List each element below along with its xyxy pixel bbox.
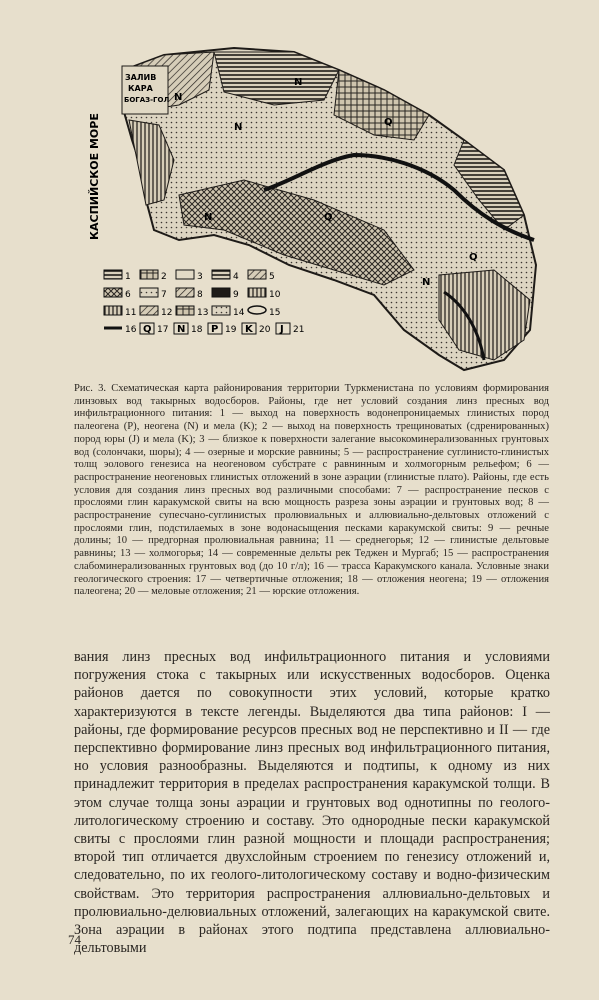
legend-letter: K bbox=[245, 324, 253, 335]
gulf-label-3: БОГАЗ-ГОЛ bbox=[124, 96, 170, 104]
legend-number: 8 bbox=[197, 290, 203, 300]
legend-number: 6 bbox=[125, 290, 131, 300]
legend-number: 3 bbox=[197, 272, 203, 282]
legend-number: 2 bbox=[161, 272, 167, 282]
body-paragraph: вания линз пресных вод инфильтрационного питания и условиями погружения стока с такырных или искусственных водосборов. Оценка районов дается по совокупности этих условий, которые кратко характеризуются в тексте легенды. Выделяются два типа районов: I — районы, где формирование ресурсов пресных вод не перспективно и II — где перспективно формирование линз пресных вод инфильтрационного питания, но условия разнообразны. Выделяются и подтипы, к одному из них принадлежит территория в пределах распространения каракумской толщи. В этом случае толща зоны аэрации и грунтовых вод однотипны по геолого-литологическому строению и составу. Это однородные пески каракумской свиты с прослоями глин разной мощности и площади распространения; второй тип отличается двухслойным строением по генезису отложений и, следовательно, по их геолого-литологическому составу и водно-физическим свойствам. Это территория распространения аллювиально-дельтовых и пролювиально-делювиальных отложений, залегающих на каракумской свите. Зона аэрации в районах этого подтипа представлена аллювиально-дельтовыми bbox=[74, 649, 550, 957]
legend-number: 7 bbox=[161, 290, 167, 300]
legend-letter: Q bbox=[143, 324, 152, 335]
map-letter: N bbox=[422, 277, 431, 288]
legend-letter: N bbox=[177, 324, 186, 335]
map-legend bbox=[104, 270, 304, 335]
legend-number: 4 bbox=[233, 272, 239, 282]
gulf-label-1: ЗАЛИВ bbox=[125, 73, 157, 82]
legend-number: 20 bbox=[259, 325, 271, 335]
turkmenistan-map-figure bbox=[84, 30, 544, 375]
legend-number: 16 bbox=[125, 325, 137, 335]
map-letter: N bbox=[294, 77, 303, 88]
gulf-label-2: КАРА bbox=[128, 84, 153, 93]
legend-number: 13 bbox=[197, 308, 209, 318]
legend-number: 12 bbox=[161, 308, 173, 318]
legend-number: 15 bbox=[269, 308, 281, 318]
map-letter: Q bbox=[469, 252, 478, 263]
legend-letter: J bbox=[280, 324, 284, 335]
page-number: 74 bbox=[68, 932, 81, 947]
map-letter: N bbox=[204, 212, 213, 223]
legend-number: 18 bbox=[191, 325, 203, 335]
legend-letter: P bbox=[211, 324, 219, 335]
legend-number: 17 bbox=[157, 325, 169, 335]
legend-number: 21 bbox=[293, 325, 305, 335]
sea-label: КАСПИЙСКОЕ МОРЕ bbox=[88, 113, 101, 240]
map-letter: Q bbox=[324, 212, 333, 223]
map-letter: N bbox=[174, 92, 183, 103]
legend-number: 1 bbox=[125, 272, 131, 282]
map-svg bbox=[84, 30, 544, 375]
figure-caption: Рис. 3. Схематическая карта районирования территории Туркменистана по условиям формирования линзовых вод такырных водосборов. Районы, где нет условий создания линз пресных вод инфильтрационного питания: 1 — выход на поверхность водонепроницаемых глинистых пород палеогена (P), неогена (N) и мела (K); 2 — выход на поверхность трещиноватых (сдренированных) пород юры (J) и мела (K); 3 — близкое к поверхности залегание высокоминерализованных грунтовых вод (солончаки, шоры); 4 — озерные и морские равнины; 5 — распространение суглинисто-глинистых толщ эолового генезиса на неогеновом субстрате с равнинным и холмогорным рельефом; 6 — распространение неогеновых глинистых отложений в зоне аэрации (глинистые плато). Районы, где есть условия для создания линз пресных вод различными способами: 7 — распространение песков с прослоями глин каракумской свиты на всю мощность разреза зоны аэрации и грунтовых вод; 8 — распространение супесчано-суглинистых пролювиальных и аллювиально-дельтовых отложений с прослоями глин, подстилаемых в зоне водонасыщения песками каракумской свиты: 9 — речные долины; 10 — предгорная пролювиальная равнина; 11 — среднегорья; 12 — глинистые дельтовые равнины; 13 — холмогорья; 14 — современные дельты рек Теджен и Мургаб; 15 — распространения слабоминерализованных грунтовых вод (до 10 г/л); 16 — трасса Каракумского канала. Условные знаки геологического строения: 17 — четвертичные отложения; 18 — отложения неогена; 19 — отложения палеогена; 20 — меловые отложения; 21 — юрские отложения. bbox=[74, 383, 549, 598]
legend-number: 10 bbox=[269, 290, 281, 300]
legend-number: 5 bbox=[269, 272, 275, 282]
legend-number: 11 bbox=[125, 308, 137, 318]
legend-number: 9 bbox=[233, 290, 239, 300]
map-letter: N bbox=[234, 122, 243, 133]
legend-number: 14 bbox=[233, 308, 245, 318]
map-letter: Q bbox=[384, 117, 393, 128]
legend-number: 19 bbox=[225, 325, 237, 335]
